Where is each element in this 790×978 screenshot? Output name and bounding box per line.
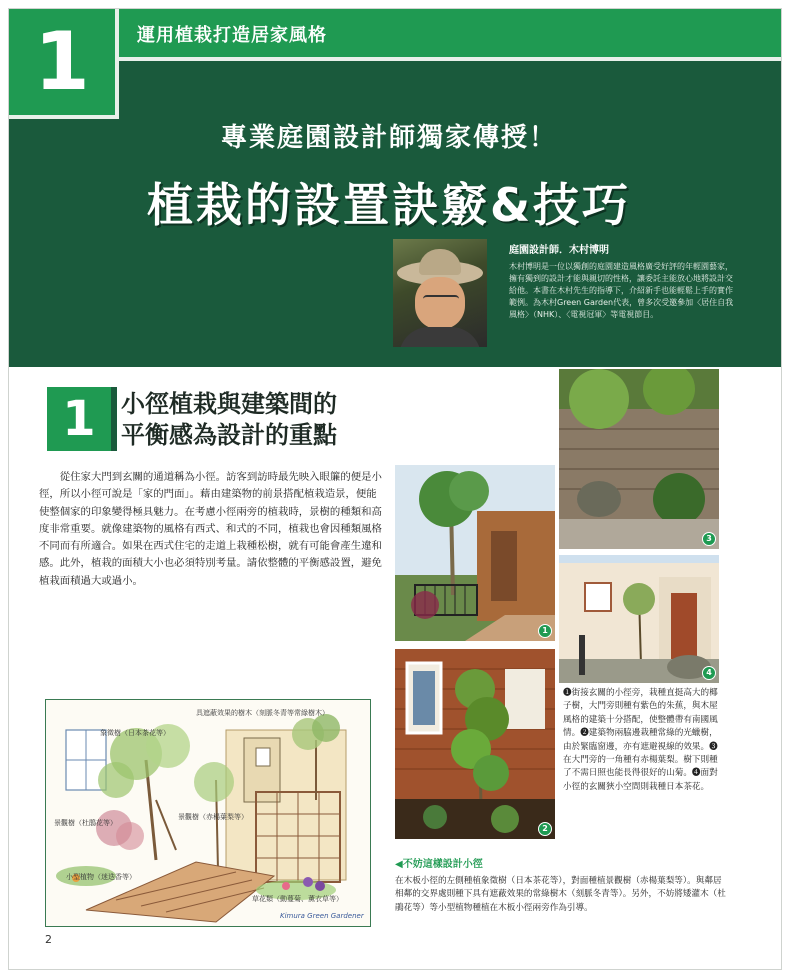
photo-2-badge: 2 (538, 822, 552, 836)
photo-2 (395, 649, 555, 839)
label-small-plants: 小型植物（迷迭香等） (66, 873, 136, 881)
photo-3 (559, 369, 719, 549)
label-screen-tree: 具遮蔽效果的樹木（刻脈冬青等常綠樹木） (196, 709, 329, 717)
designer-signature: Kimura Green Gardener (280, 912, 364, 920)
label-symbol-tree: 象徵樹（日本茶花等） (100, 729, 170, 737)
tip-title: ◀不妨這樣設計小徑 (395, 859, 483, 870)
page-subtitle: 專業庭園設計師獨家傳授！ (220, 123, 557, 153)
label-accent-tree-center: 景觀樹（赤楊葉梨等） (178, 813, 248, 821)
tip-body: 在木板小徑的左側種植象徵樹（日本茶花等），對面種植景觀樹（赤楊葉梨等）。與鄰居相鄰的交界處則種下具有遮蔽效果的常綠樹木（刻脈冬青等）。另外，不妨將矮灌木（杜鵑花等）等小型植物種植在木板小徑兩旁作為引導。 (395, 876, 726, 913)
page-title: 植栽的設置訣竅&技巧 (146, 178, 632, 232)
section-title (121, 389, 337, 451)
photo-3-badge: 3 (702, 532, 716, 546)
photo-4-badge: 4 (702, 666, 716, 680)
chapter-number-box (9, 9, 119, 119)
header-band (9, 9, 781, 367)
photo-4 (559, 555, 719, 683)
section-number-box (47, 387, 111, 451)
section-accent-bar (111, 387, 117, 451)
author-photo (393, 239, 487, 347)
label-flowers: 草花類（動蔓菊、薰衣草等） (252, 895, 343, 903)
section-body: 從住家大門到玄關的通道稱為小徑。訪客到訪時最先映入眼簾的便是小徑，所以小徑可說是「家的門面」。藉由建築物的前景搭配植栽造景，便能使整個家的印象變得極具魅力。在考慮小徑兩旁的植栽時，景樹的種類和高度非常重要。就像建築物的風格有西式、和式的不同，植栽也會因種類風格不同而有所適合。如果在西式住宅的走道上栽種松樹，就有可能會產生違和感。此外，植栽的面積大小也必須特別考量。請依整體的平衡感設置，避免植栽面積過大或過小。 (39, 471, 382, 587)
label-accent-tree-left: 景觀樹（杜鵑花等） (54, 819, 117, 827)
photo-1 (395, 465, 555, 641)
section-title-line2: 平衡感為設計的重點 (121, 421, 337, 449)
garden-illustration (45, 699, 371, 927)
photo-captions: ❶街接玄關的小徑旁，栽種直挺高大的椰子樹，大門旁則種有紫色的朱蕉，與木屋風格的建築十分搭配，使整體帶有南國風情。❷建築物兩脇邊栽種常綠的光蠟樹，由於緊臨窗邊，亦有遮避視線的效果。❸在大門旁的一角種有赤楊葉梨。樹下則種了不需日照也能長得很好的山菊。❹面對小徑的玄關狹小空間則栽種日本茶花。 (563, 688, 718, 792)
chapter-number: 1 (34, 15, 90, 108)
author-name: 庭園設計師．木村博明 (509, 245, 609, 256)
series-strip (9, 9, 781, 57)
page (8, 8, 782, 970)
section-title-line1: 小徑植栽與建築間的 (121, 390, 337, 418)
page-number: 2 (45, 933, 52, 946)
photo-1-badge: 1 (538, 624, 552, 638)
series-divider (117, 57, 781, 61)
author-bio: 木村博明是一位以獨創的庭園建造風格廣受好評的年輕園藝家，擁有獨到的設計才能與親切的性格，讓委託主能放心地將設計交給他。本書在木村先生的指導下，介紹新手也能輕鬆上手的實作範例。為木村Green Garden代表，曾多次受邀參加〈居住自我風格〉（NHK）、〈電視冠軍〉等電視節目。 (509, 262, 734, 319)
section-number: 1 (62, 391, 96, 447)
series-title: 運用植栽打造居家風格 (137, 25, 327, 46)
